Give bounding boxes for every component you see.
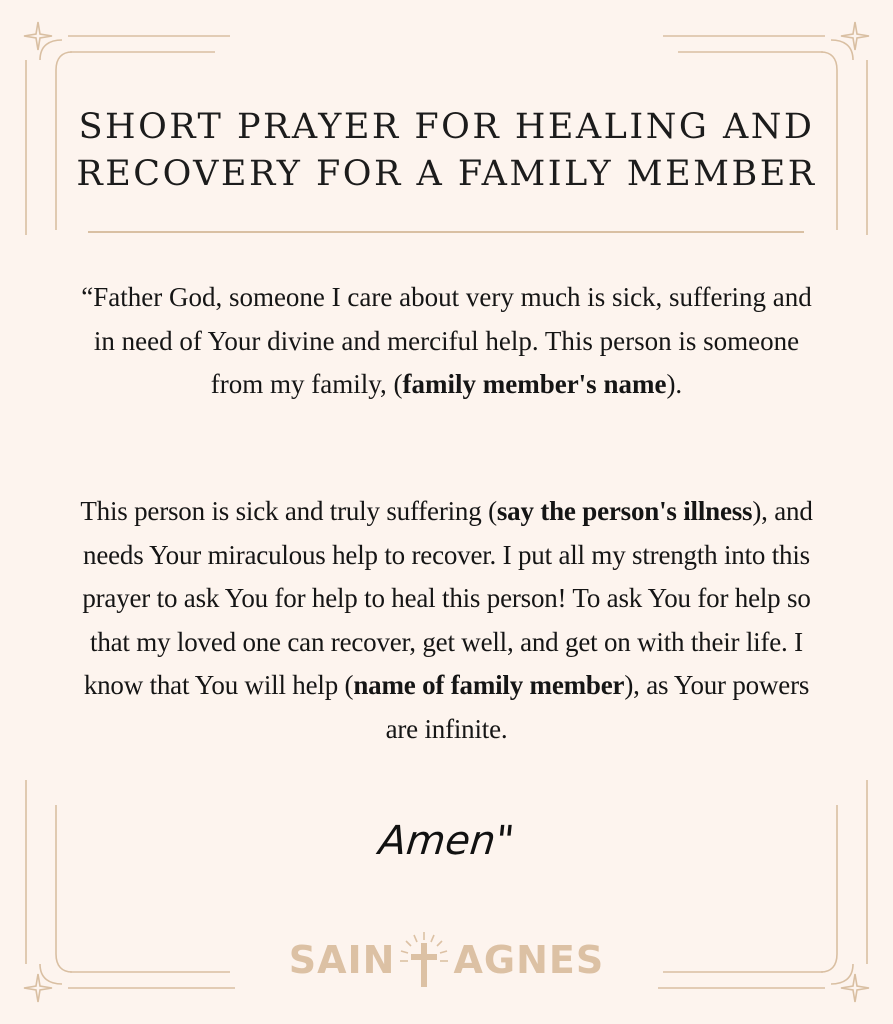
logo-text-right: AGNES <box>453 938 605 982</box>
prayer-paragraph-1 <box>78 276 815 407</box>
prayer-text: This person is sick and truly suffering ( <box>80 496 497 526</box>
title-line-1: SHORT PRAYER FOR HEALING AND <box>78 107 815 147</box>
star-ornament-icon <box>841 22 869 50</box>
prayer-text: ), and needs Your miraculous help to recover. I put all my strength into this prayer to ask You for help to heal this person! To ask You for help so that my loved one can recover, get well, and get on with their life. I know that You will help ( <box>82 496 813 700</box>
placeholder-bold-text: family member's name <box>402 369 667 399</box>
prayer-text: ), as Your powers are infinite. <box>385 670 810 744</box>
radiant-cross-icon <box>397 930 451 990</box>
placeholder-bold-text: say the person's illness <box>496 496 753 526</box>
page-title <box>60 104 833 198</box>
prayer-paragraph-2 <box>78 490 815 751</box>
closing-amen: Amen" <box>376 818 517 864</box>
title-divider <box>88 231 804 233</box>
prayer-text: ). <box>666 369 683 399</box>
saint-agnes-logo <box>0 930 893 990</box>
star-ornament-icon <box>24 22 52 50</box>
placeholder-bold-text: name of family member <box>353 670 625 700</box>
title-line-2: RECOVERY FOR A FAMILY MEMBER <box>76 154 817 194</box>
logo-text-left: SAIN <box>288 938 396 982</box>
prayer-text: “Father God, someone I care about very much is sick, suffering and in need of Your divine and merciful help. This person is someone from my family, ( <box>81 282 812 399</box>
